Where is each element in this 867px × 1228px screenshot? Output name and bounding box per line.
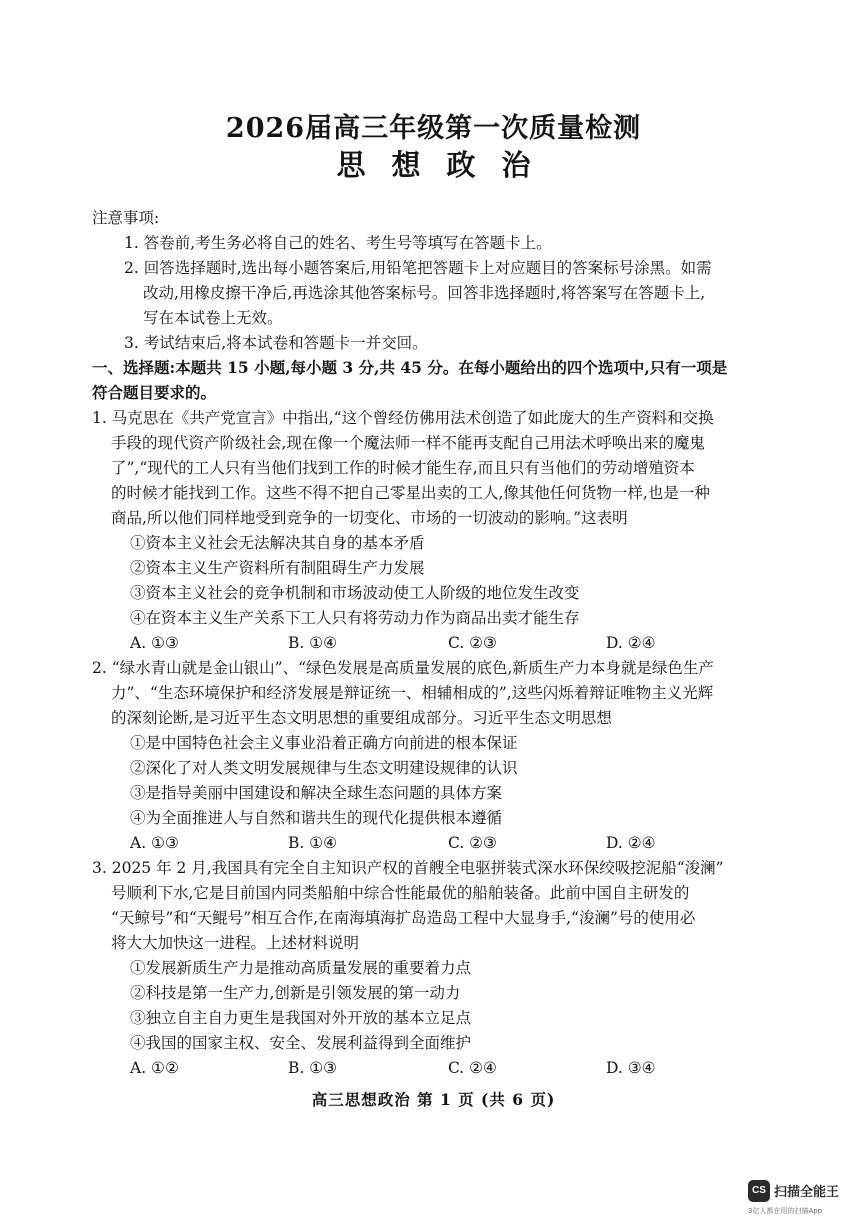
q3-item: ③独立自主自力更生是我国对外开放的基本立足点 xyxy=(130,1009,472,1027)
q3-option-c: C. ②④ xyxy=(448,1059,497,1077)
q3-stem: 3. 2025 年 2 月,我国具有完全自主知识产权的首艘全电驱拼装式深水环保绞吸挖泥船“浚澜” xyxy=(92,859,724,877)
q1-item: ④在资本主义生产关系下工人只有将劳动力作为商品出卖才能生存 xyxy=(130,609,580,627)
q2-option-a: A. ①③ xyxy=(130,834,179,852)
q3-item: ②科技是第一生产力,创新是引领发展的第一动力 xyxy=(130,984,461,1002)
subject-title: 思想政治 xyxy=(336,148,557,182)
section-heading: 符合题目要求的。 xyxy=(92,383,217,402)
scanner-watermark xyxy=(748,1180,863,1220)
page-footer: 高三思想政治 第 1 页 (共 6 页) xyxy=(311,1090,556,1109)
q2-option-c: C. ②③ xyxy=(448,834,497,852)
q1-item: ③资本主义社会的竞争机制和市场波动使工人阶级的地位发生改变 xyxy=(130,584,580,602)
notes-line: 写在本试卷上无效。 xyxy=(143,309,283,327)
q3-option-d: D. ③④ xyxy=(606,1059,656,1077)
q1-stem: 手段的现代资产阶级社会,现在像一个魔法师一样不能再支配自己用法术呼唤出来的魔鬼 xyxy=(111,434,705,452)
q2-option-b: B. ①④ xyxy=(288,834,338,852)
q1-option-d: D. ②④ xyxy=(606,634,656,652)
q1-stem: 的时候才能找到工作。这些不得不把自己零星出卖的工人,像其他任何货物一样,也是一种 xyxy=(111,484,710,502)
q1-item: ①资本主义社会无法解决其自身的基本矛盾 xyxy=(130,534,425,552)
notes-heading: 注意事项: xyxy=(92,209,160,227)
q3-option-b: B. ①③ xyxy=(288,1059,338,1077)
q3-stem: 号顺利下水,它是目前国内同类船舶中综合性能最优的船舶装备。此前中国自主研发的 xyxy=(111,884,690,902)
q1-stem: 了”,“现代的工人只有当他们找到工作的时候才能生存,而且只有当他们的劳动增殖资本 xyxy=(111,459,695,477)
q3-item: ①发展新质生产力是推动高质量发展的重要着力点 xyxy=(130,959,472,977)
q2-item: ④为全面推进人与自然和谐共生的现代化提供根本遵循 xyxy=(130,809,503,827)
notes-line: 改动,用橡皮擦干净后,再选涂其他答案标号。回答非选择题时,将答案写在答题卡上, xyxy=(143,284,706,302)
q2-option-d: D. ②④ xyxy=(606,834,656,852)
q3-option-a: A. ①② xyxy=(130,1059,179,1077)
q1-stem: 1. 马克思在《共产党宣言》中指出,“这个曾经仿佛用法术创造了如此庞大的生产资料和交换 xyxy=(92,409,714,427)
watermark-subtitle: 3亿人都在用的扫描App xyxy=(748,1207,823,1215)
exam-title: 2026届高三年级第一次质量检测 xyxy=(225,113,642,144)
q1-option-a: A. ①③ xyxy=(130,634,179,652)
q2-item: ②深化了对人类文明发展规律与生态文明建设规律的认识 xyxy=(130,759,518,777)
notes-line: 1. 答卷前,考生务必将自己的姓名、考生号等填写在答题卡上。 xyxy=(124,234,552,252)
q3-stem: “天鲸号”和“天鲲号”相互合作,在南海填海扩岛造岛工程中大显身手,“浚澜”号的使用必 xyxy=(111,909,696,927)
q2-stem: 2. “绿水青山就是金山银山”、“绿色发展是高质量发展的底色,新质生产力本身就是绿色生产 xyxy=(92,659,714,677)
notes-line: 2. 回答选择题时,选出每小题答案后,用铅笔把答题卡上对应题目的答案标号涂黑。如需 xyxy=(124,259,712,277)
watermark-name: 扫描全能王 xyxy=(774,1185,840,1200)
q2-item: ①是中国特色社会主义事业沿着正确方向前进的根本保证 xyxy=(130,734,518,752)
q1-stem: 商品,所以他们同样地受到竞争的一切变化、市场的一切波动的影响。”这表明 xyxy=(111,509,628,527)
camscanner-logo-icon: CS xyxy=(748,1180,770,1202)
notes-line: 3. 考试结束后,将本试卷和答题卡一并交回。 xyxy=(124,334,428,352)
section-heading: 一、选择题:本题共 15 小题,每小题 3 分,共 45 分。在每小题给出的四个选项中,只有一项是 xyxy=(92,358,728,377)
q2-stem: 力”、“生态环境保护和经济发展是辩证统一、相辅相成的”,这些闪烁着辩证唯物主义光辉 xyxy=(111,684,714,702)
q1-option-c: C. ②③ xyxy=(448,634,497,652)
q3-stem: 将大大加快这一进程。上述材料说明 xyxy=(111,934,360,952)
q1-option-b: B. ①④ xyxy=(288,634,338,652)
q3-item: ④我国的国家主权、安全、发展利益得到全面维护 xyxy=(130,1034,472,1052)
q2-item: ③是指导美丽中国建设和解决全球生态问题的具体方案 xyxy=(130,784,503,802)
q2-stem: 的深刻论断,是习近平生态文明思想的重要组成部分。习近平生态文明思想 xyxy=(111,709,612,727)
q1-item: ②资本主义生产资料所有制阻碍生产力发展 xyxy=(130,559,425,577)
